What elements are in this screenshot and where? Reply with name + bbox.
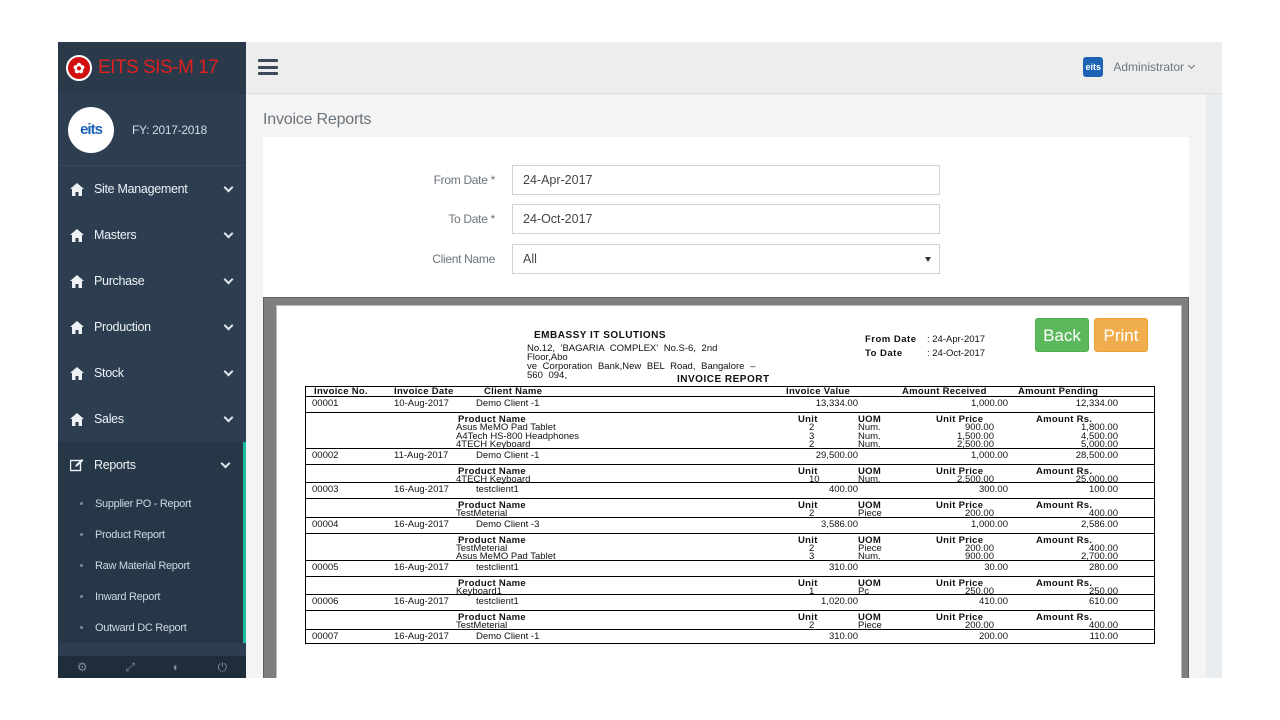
item-header-product: Product Name (458, 577, 527, 589)
item-header-product: Product Name (458, 414, 527, 425)
item-uom: Num. (858, 422, 881, 433)
sidebar-item-label: Stock (94, 366, 124, 380)
item-header-product: Product Name (458, 500, 527, 511)
from-date-row (263, 165, 1189, 197)
item-uom: Num. (858, 473, 881, 485)
invoice-date: 11-Aug-2017 (394, 449, 449, 461)
invoice-no: 00004 (312, 518, 339, 530)
client-name-value: All (523, 252, 537, 266)
amount-received: 1,000.00 (971, 518, 1008, 530)
divider (306, 498, 1154, 499)
invoice-table-body (305, 397, 1155, 644)
filter-form (263, 137, 1189, 297)
menu-toggle-icon[interactable] (258, 59, 278, 75)
amount-received: 30.00 (984, 561, 1008, 573)
item-unit: 2 (809, 422, 815, 433)
item-unit: 3 (809, 430, 815, 442)
invoice-value: 3,586.00 (821, 518, 858, 530)
item-header-amount: Amount Rs. (1036, 577, 1093, 589)
item-unit: 2 (809, 508, 815, 519)
invoice-value: 1,020.00 (821, 596, 858, 607)
item-header-amount: Amount Rs. (1036, 612, 1093, 623)
invoice-table (305, 386, 1155, 644)
report-to-date: To Date : 24-Oct-2017 (865, 348, 986, 359)
sidebar-item-stock[interactable] (58, 350, 246, 396)
report-viewer (263, 297, 1189, 678)
amount-pending: 12,334.00 (1075, 398, 1118, 409)
sidebar-item-purchase[interactable] (58, 258, 246, 304)
item-price: 2,500.00 (957, 439, 994, 450)
user-logo-icon: eits (1083, 57, 1103, 77)
invoice-date: 16-Aug-2017 (394, 484, 449, 495)
amount-pending: 280.00 (1088, 561, 1118, 573)
invoice-row (305, 630, 1155, 644)
to-date-row (263, 204, 1189, 236)
item-header-price: Unit Price (936, 465, 984, 477)
sidebar-footer (58, 656, 246, 678)
chevron-down-icon (224, 228, 234, 238)
item-header-price: Unit Price (936, 414, 984, 425)
submenu-item-inward-report[interactable]: Inward Report (58, 581, 243, 612)
to-date-input[interactable]: 24-Oct-2017 (512, 204, 940, 234)
client-name: Demo Client -1 (476, 398, 540, 409)
item-amount: 1,800.00 (1081, 422, 1118, 433)
eye-off-icon[interactable]: ◐ (172, 660, 180, 674)
invoice-date: 16-Aug-2017 (394, 596, 449, 607)
from-date-label: From Date * (433, 173, 495, 187)
invoice-row (305, 595, 1155, 630)
invoice-table-header: Invoice No. Invoice Date Client Name Invoice Value Amount Received Amount Pending (305, 386, 1155, 397)
chevron-down-icon (224, 182, 234, 192)
chevron-down-icon (1188, 62, 1195, 69)
edit-icon (70, 459, 86, 472)
item-amount: 400.00 (1088, 620, 1118, 631)
sidebar-item-site-management[interactable] (58, 166, 246, 212)
item-header-unit: Unit (798, 577, 818, 589)
chevron-down-icon (221, 458, 231, 468)
item-product: 4TECH Keyboard (456, 439, 531, 450)
sidebar-item-sales[interactable] (58, 396, 246, 442)
main-content (246, 94, 1206, 678)
brand-title: EITS SIS-M 17 (98, 57, 219, 78)
item-uom: Piece (858, 620, 882, 631)
home-icon (70, 275, 86, 288)
client-name-select[interactable] (512, 244, 940, 274)
divider (306, 464, 1154, 465)
item-unit: 2 (809, 620, 815, 631)
item-amount: 25,000.00 (1075, 473, 1118, 485)
item-header-price: Unit Price (936, 577, 984, 589)
submenu-item-outward-dc-report[interactable]: Outward DC Report (58, 612, 243, 643)
item-product: Asus MeMO Pad Tablet (456, 551, 556, 562)
invoice-date: 16-Aug-2017 (394, 518, 449, 530)
item-uom: Piece (858, 542, 882, 554)
brand-logo-icon: ✿ (66, 55, 92, 81)
top-header (246, 42, 1222, 94)
client-name: testclient1 (476, 484, 519, 495)
item-header-product: Product Name (458, 465, 527, 477)
amount-pending: 110.00 (1089, 630, 1118, 642)
chevron-down-icon (224, 320, 234, 330)
divider (306, 610, 1154, 611)
chevron-down-icon (224, 274, 234, 284)
item-product: Keyboard1 (456, 585, 502, 597)
item-price: 900.00 (964, 422, 994, 433)
brand[interactable] (58, 42, 246, 94)
item-amount: 4,500.00 (1081, 430, 1118, 442)
invoice-value: 29,500.00 (815, 449, 858, 461)
invoice-date: 16-Aug-2017 (394, 630, 449, 642)
invoice-date: 16-Aug-2017 (394, 561, 449, 573)
item-product: TestMeterial (456, 508, 508, 519)
item-unit: 1 (809, 585, 815, 597)
invoice-no: 00003 (312, 484, 339, 495)
invoice-row (305, 561, 1155, 596)
invoice-row (305, 483, 1155, 518)
item-header-price: Unit Price (936, 534, 984, 546)
divider (306, 533, 1154, 534)
sidebar-nav (58, 166, 246, 643)
invoice-row (305, 397, 1155, 449)
amount-pending: 610.00 (1088, 596, 1118, 607)
gear-icon[interactable]: ⚙ (76, 660, 88, 674)
invoice-date: 10-Aug-2017 (394, 398, 449, 409)
user-menu[interactable] (1083, 57, 1194, 77)
amount-pending: 2,586.00 (1081, 518, 1118, 530)
item-header-uom: UOM (858, 534, 882, 546)
client-name: Demo Client -1 (476, 630, 540, 642)
item-amount: 2,700.00 (1081, 551, 1118, 562)
expand-icon[interactable]: ⤢ (125, 659, 135, 674)
client-name: Demo Client -1 (476, 449, 540, 461)
client-name: Demo Client -3 (476, 518, 540, 530)
item-header-unit: Unit (798, 612, 818, 623)
item-amount: 250.00 (1088, 585, 1118, 597)
item-uom: Num. (858, 551, 881, 562)
user-name: Administrator (1113, 60, 1184, 74)
client-name: testclient1 (476, 561, 519, 573)
item-header-product: Product Name (458, 534, 527, 546)
item-unit: 10 (809, 473, 820, 485)
sidebar-item-label: Reports (94, 458, 136, 472)
invoice-no: 00006 (312, 596, 339, 607)
item-price: 200.00 (964, 620, 994, 631)
avatar: eits (68, 107, 114, 153)
invoice-value: 400.00 (828, 484, 858, 495)
item-amount: 5,000.00 (1081, 439, 1118, 450)
sidebar-item-production[interactable] (58, 304, 246, 350)
item-price: 900.00 (964, 551, 994, 562)
submenu-item-product-report[interactable]: Product Report (58, 519, 243, 550)
item-product: TestMeterial (456, 542, 508, 554)
sidebar-item-label: Purchase (94, 274, 145, 288)
amount-received: 1,000.00 (971, 398, 1008, 409)
item-header-uom: UOM (858, 612, 882, 623)
item-price: 1,500.00 (957, 430, 994, 442)
home-icon (70, 321, 86, 334)
invoice-no: 00007 (312, 630, 339, 642)
item-header-price: Unit Price (936, 612, 984, 623)
sidebar-item-label: Production (94, 320, 151, 334)
home-icon (70, 229, 86, 242)
item-price: 250.00 (964, 585, 994, 597)
profile (58, 94, 246, 166)
report-title: INVOICE REPORT (677, 374, 770, 385)
fiscal-year: FY: 2017-2018 (132, 122, 207, 137)
item-header-amount: Amount Rs. (1036, 465, 1093, 477)
sidebar-item-label: Site Management (94, 182, 188, 196)
invoice-row (305, 518, 1155, 561)
item-header-uom: UOM (858, 465, 882, 477)
item-header-unit: Unit (798, 500, 818, 511)
sidebar-item-label: Masters (94, 228, 137, 242)
company-name: EMBASSY IT SOLUTIONS (534, 330, 667, 341)
item-product: Asus MeMO Pad Tablet (456, 422, 556, 433)
print-button[interactable]: Print (1094, 318, 1148, 352)
invoice-no: 00002 (312, 449, 339, 461)
item-header-amount: Amount Rs. (1036, 414, 1093, 425)
item-header-product: Product Name (458, 612, 527, 623)
invoice-no: 00001 (312, 398, 339, 409)
item-uom: Num. (858, 439, 881, 450)
select-arrow-icon (925, 257, 931, 262)
amount-pending: 100.00 (1088, 484, 1118, 495)
amount-received: 410.00 (978, 596, 1008, 607)
page-title: Invoice Reports (263, 111, 372, 128)
to-date-label: To Date * (448, 212, 495, 226)
item-price: 200.00 (964, 508, 994, 519)
item-price: 200.00 (964, 542, 994, 554)
item-amount: 400.00 (1088, 542, 1118, 554)
client-name-row (263, 244, 1189, 276)
amount-received: 300.00 (978, 484, 1008, 495)
report-from-date: From Date : 24-Apr-2017 (865, 334, 986, 345)
sidebar (58, 42, 246, 678)
item-header-amount: Amount Rs. (1036, 500, 1093, 511)
item-header-unit: Unit (798, 414, 818, 425)
item-header-amount: Amount Rs. (1036, 534, 1093, 546)
divider (306, 576, 1154, 577)
item-uom: Piece (858, 508, 882, 519)
item-uom: Num. (858, 430, 881, 442)
client-name-label: Client Name (432, 252, 495, 266)
divider (306, 412, 1154, 413)
company-address: No.12, 'BAGARIA COMPLEX' No.S-6, 2nd Floor,Abo ve Corporation Bank,New BEL Road, Bangalore – 560 094, (527, 343, 756, 381)
item-unit: 2 (809, 439, 815, 450)
chevron-down-icon (224, 412, 234, 422)
invoice-row (305, 449, 1155, 484)
item-header-unit: Unit (798, 534, 818, 546)
item-header-uom: UOM (858, 500, 882, 511)
amount-received: 1,000.00 (971, 449, 1008, 461)
submenu-item-supplier-po-report[interactable]: Supplier PO - Report (58, 488, 243, 519)
report-page (276, 305, 1182, 678)
item-amount: 400.00 (1088, 508, 1118, 519)
item-header-uom: UOM (858, 414, 882, 425)
chevron-down-icon (224, 366, 234, 376)
item-header-unit: Unit (798, 465, 818, 477)
back-button[interactable]: Back (1035, 318, 1089, 352)
item-header-price: Unit Price (936, 500, 984, 511)
invoice-no: 00005 (312, 561, 339, 573)
item-unit: 3 (809, 551, 815, 562)
submenu-item-raw-material-report[interactable]: Raw Material Report (58, 550, 243, 581)
reports-submenu (58, 488, 246, 643)
home-icon (70, 183, 86, 196)
invoice-value: 310.00 (828, 561, 858, 573)
item-unit: 2 (809, 542, 815, 554)
item-product: 4TECH Keyboard (456, 473, 531, 485)
item-uom: Pc (858, 585, 870, 597)
sidebar-item-reports[interactable] (58, 442, 246, 488)
home-icon (70, 413, 86, 426)
item-product: A4Tech HS-800 Headphones (456, 430, 580, 442)
invoice-value: 310.00 (828, 630, 858, 642)
item-product: TestMeterial (456, 620, 508, 631)
home-icon (70, 367, 86, 380)
sidebar-item-label: Sales (94, 412, 124, 426)
item-header-uom: UOM (858, 577, 882, 589)
amount-pending: 28,500.00 (1075, 449, 1118, 461)
client-name: testclient1 (476, 596, 519, 607)
invoice-value: 13,334.00 (815, 398, 858, 409)
sidebar-item-masters[interactable] (58, 212, 246, 258)
amount-received: 200.00 (978, 630, 1008, 642)
app-window (58, 42, 1222, 678)
item-price: 2,500.00 (957, 473, 994, 485)
from-date-input[interactable]: 24-Apr-2017 (512, 165, 940, 195)
power-icon[interactable]: ⏻ (217, 659, 228, 674)
